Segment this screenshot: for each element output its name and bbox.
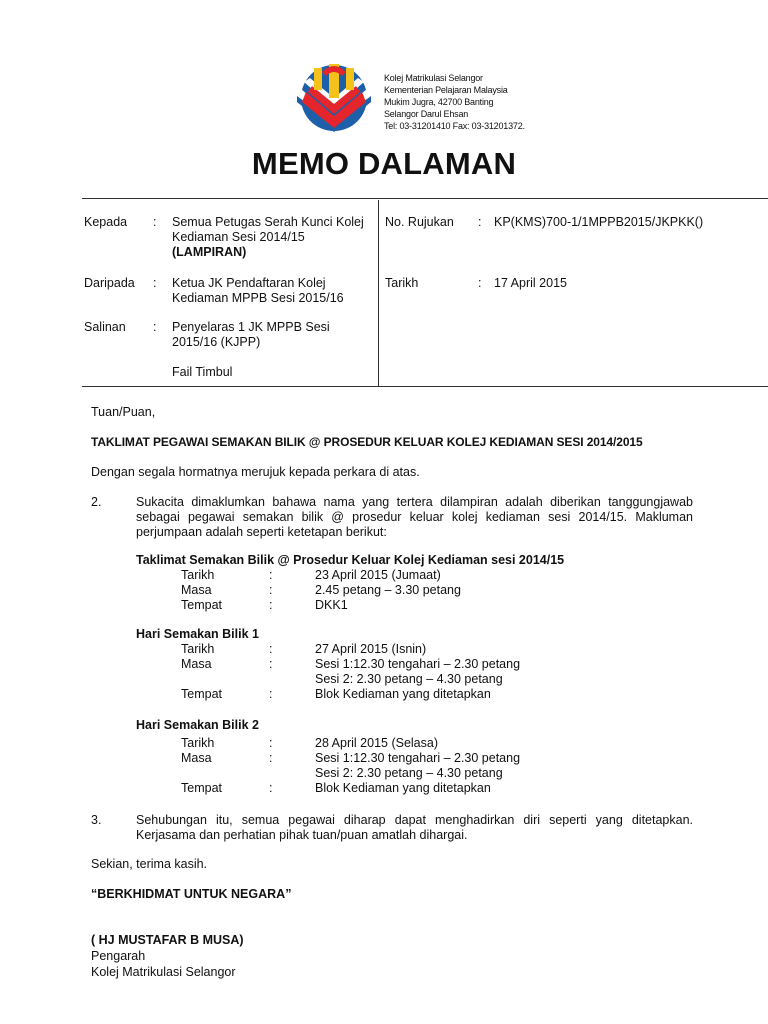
tarikh-value: 23 April 2015 (Jumaat) — [315, 568, 441, 582]
kepada-label: Kepada — [84, 215, 128, 229]
tempat-value: Blok Kediaman yang ditetapkan — [315, 687, 491, 701]
masa-value: Sesi 2: 2.30 petang – 4.30 petang — [315, 766, 503, 780]
colon: : — [478, 276, 482, 290]
tempat-value: DKK1 — [315, 598, 348, 612]
masa-value: Sesi 1:12.30 tengahari – 2.30 petang — [315, 657, 521, 671]
address-line: Kolej Matrikulasi Selangor — [384, 73, 483, 83]
colon: : — [478, 215, 482, 229]
paragraph-number: 3. — [91, 813, 102, 827]
colon: : — [269, 736, 273, 750]
masa-label: Masa — [181, 583, 212, 597]
paragraph-line: perjumpaan adalah seperti ketetapan berikut: — [136, 525, 387, 539]
tarikh-label: Tarikh — [181, 736, 215, 750]
paragraph-3 — [136, 813, 693, 843]
matrikulasi-logo-icon — [292, 58, 376, 142]
fail-timbul: Fail Timbul — [172, 365, 233, 379]
colon: : — [269, 642, 273, 656]
opening-line: Dengan segala hormatnya merujuk kepada perkara di atas. — [91, 465, 420, 479]
tarikh-value: 27 April 2015 (Isnin) — [315, 642, 427, 656]
colon: : — [153, 320, 157, 334]
salinan-value: Penyelaras 1 JK MPPB Sesi 2015/16 (KJPP) — [172, 320, 330, 349]
memo-subject: TAKLIMAT PEGAWAI SEMAKAN BILIK @ PROSEDUR KELUAR KOLEJ KEDIAMAN SESI 2014/2015 — [91, 435, 643, 449]
schedule-block — [181, 642, 581, 702]
tarikh-value: 17 April 2015 — [494, 276, 567, 290]
divider — [378, 200, 379, 386]
signatory-org: Kolej Matrikulasi Selangor — [91, 965, 236, 979]
address-line: Mukim Jugra, 42700 Banting — [384, 97, 494, 107]
colon: : — [153, 276, 157, 290]
masa-value: Sesi 2: 2.30 petang – 4.30 petang — [315, 672, 503, 686]
tarikh-label: Tarikh — [181, 568, 215, 582]
colon: : — [269, 568, 273, 582]
paragraph-2 — [136, 495, 693, 540]
colon: : — [269, 781, 273, 795]
address-line: Tel: 03-31201410 Fax: 03-31201372. — [384, 121, 525, 131]
masa-label: Masa — [181, 751, 212, 765]
signatory-name: ( HJ MUSTAFAR B MUSA) — [91, 933, 244, 947]
signatory-title: Pengarah — [91, 949, 146, 963]
schedule-block — [181, 568, 581, 613]
rujukan-value: KP(KMS)700-1/1MPPB2015/JKPKK() — [494, 215, 704, 229]
section-heading: Hari Semakan Bilik 2 — [136, 718, 259, 732]
masa-value: 2.45 petang – 3.30 petang — [315, 583, 461, 597]
divider — [82, 386, 768, 387]
kepada-note: (LAMPIRAN) — [172, 245, 247, 259]
colon: : — [153, 215, 157, 229]
colon: : — [269, 583, 273, 597]
colon: : — [269, 751, 273, 765]
section-heading: Taklimat Semakan Bilik @ Prosedur Keluar Kolej Kediaman sesi 2014/15 — [136, 553, 565, 567]
tarikh-label: Tarikh — [385, 276, 419, 290]
paragraph-line: sebagai pegawai semakan bilik @ prosedur keluar kolej kediaman sesi 2014/15. Makluman — [136, 510, 693, 524]
tempat-value: Blok Kediaman yang ditetapkan — [315, 781, 491, 795]
tempat-label: Tempat — [181, 598, 222, 612]
salinan-label: Salinan — [84, 320, 126, 334]
tarikh-label: Tarikh — [181, 642, 215, 656]
colon: : — [269, 687, 273, 701]
address-line: Selangor Darul Ehsan — [384, 109, 469, 119]
colon: : — [269, 657, 273, 671]
section-heading: Hari Semakan Bilik 1 — [136, 627, 259, 641]
tarikh-value: 28 April 2015 (Selasa) — [315, 736, 438, 750]
salutation: Tuan/Puan, — [91, 405, 156, 419]
daripada-value: Ketua JK Pendaftaran Kolej Kediaman MPPB Sesi 2015/16 — [172, 276, 344, 305]
college-address — [384, 72, 525, 132]
paragraph-number: 2. — [91, 495, 102, 509]
kepada-value — [172, 215, 372, 260]
closing: Sekian, terima kasih. — [91, 857, 208, 871]
colon: : — [269, 598, 273, 612]
paragraph-line: Sukacita dimaklumkan bahawa nama yang tertera dilampiran adalah diberikan tanggungjawab — [136, 495, 693, 509]
tempat-label: Tempat — [181, 781, 222, 795]
paragraph-line: Kerjasama dan perhatian pihak tuan/puan amatlah dihargai. — [136, 828, 468, 842]
memo-title: MEMO DALAMAN — [251, 146, 517, 181]
masa-label: Masa — [181, 657, 212, 671]
address-line: Kementerian Pelajaran Malaysia — [384, 85, 508, 95]
rujukan-label: No. Rujukan — [385, 215, 454, 229]
tempat-label: Tempat — [181, 687, 222, 701]
kepada-text: Semua Petugas Serah Kunci Kolej Kediaman Sesi 2014/15 — [172, 215, 364, 244]
divider — [82, 198, 768, 199]
daripada-label: Daripada — [84, 276, 135, 290]
paragraph-line: Sehubungan itu, semua pegawai diharap dapat menghadirkan diri seperti yang ditetapkan. — [136, 813, 693, 827]
schedule-block — [181, 736, 581, 796]
motto: “BERKHIDMAT UNTUK NEGARA” — [91, 887, 292, 901]
masa-value: Sesi 1:12.30 tengahari – 2.30 petang — [315, 751, 521, 765]
